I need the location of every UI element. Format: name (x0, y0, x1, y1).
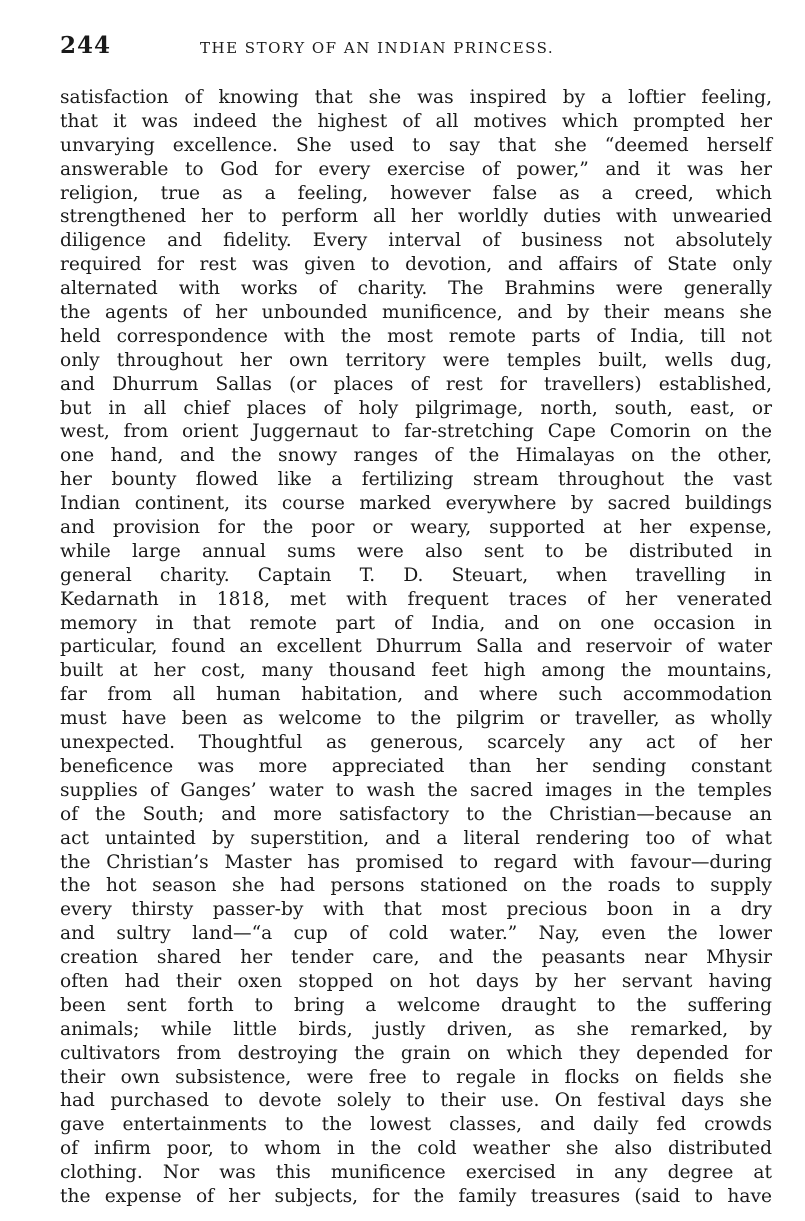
text-line: often had their oxen stopped on hot days by her servant having (60, 970, 772, 992)
body-text (60, 86, 772, 1209)
text-line: built at her cost, many thousand feet high among the mountains, (60, 660, 772, 682)
text-line: the hot season she had persons stationed on the roads to supply (60, 875, 772, 897)
text-line: diligence and fidelity. Every interval of business not absolutely (60, 230, 772, 252)
text-line: been sent forth to bring a welcome draught to the suffering (60, 994, 772, 1016)
text-line: her bounty flowed like a fertilizing stream throughout the vast (60, 469, 772, 491)
text-line: one hand, and the snowy ranges of the Himalayas on the other, (60, 445, 772, 467)
text-line: that it was indeed the highest of all motives which prompted her (60, 110, 772, 132)
text-line: answerable to God for every exercise of power,” and it was her (60, 158, 772, 180)
text-line: the expense of her subjects, for the family treasures (said to have (60, 1185, 772, 1207)
text-line: the Christian’s Master has promised to regard with favour—during (60, 851, 772, 873)
text-line: unvarying excellence. She used to say that she “deemed herself (60, 134, 772, 156)
text-line: supplies of Ganges’ water to wash the sacred images in the temples (60, 779, 772, 801)
text-line: held correspondence with the most remote parts of India, till not (60, 325, 772, 347)
running-title: THE STORY OF AN INDIAN PRINCESS. (200, 39, 555, 57)
text-line: alternated with works of charity. The Brahmins were generally (60, 278, 772, 300)
text-line: religion, true as a feeling, however false as a creed, which (60, 182, 772, 204)
text-line: only throughout her own territory were temples built, wells dug, (60, 349, 772, 371)
text-line: clothing. Nor was this munificence exercised in any degree at (60, 1162, 772, 1184)
page-header (60, 30, 780, 60)
text-line: far from all human habitation, and where such accommodation (60, 684, 772, 706)
text-line: Kedarnath in 1818, met with frequent traces of her venerated (60, 588, 772, 610)
text-line: and sultry land—“a cup of cold water.” Nay, even the lower (60, 923, 772, 945)
text-line: of the South; and more satisfactory to the Christian—because an (60, 803, 772, 825)
text-line: west, from orient Juggernaut to far-stretching Cape Comorin on the (60, 421, 772, 443)
text-line: of infirm poor, to whom in the cold weather she also distributed (60, 1138, 772, 1160)
text-line: and Dhurrum Sallas (or places of rest for travellers) established, (60, 373, 772, 395)
text-line: creation shared her tender care, and the peasants near Mhysir (60, 947, 772, 969)
text-line: beneficence was more appreciated than her sending constant (60, 755, 772, 777)
text-line: memory in that remote part of India, and on one occasion in (60, 612, 772, 634)
text-line: every thirsty passer-by with that most precious boon in a dry (60, 899, 772, 921)
text-line: particular, found an excellent Dhurrum Salla and reservoir of water (60, 636, 772, 658)
text-line: the agents of her unbounded munificence, and by their means she (60, 302, 772, 324)
text-line: Indian continent, its course marked everywhere by sacred buildings (60, 493, 772, 515)
page-number: 244 (60, 32, 112, 59)
text-line: gave entertainments to the lowest classes, and daily fed crowds (60, 1114, 772, 1136)
text-line: had purchased to devote solely to their use. On festival days she (60, 1090, 772, 1112)
text-line: cultivators from destroying the grain on which they depended for (60, 1042, 772, 1064)
text-line: but in all chief places of holy pilgrimage, north, south, east, or (60, 397, 772, 419)
text-line: required for rest was given to devotion, and affairs of State only (60, 254, 772, 276)
text-line: satisfaction of knowing that she was inspired by a loftier feeling, (60, 87, 772, 108)
text-line: animals; while little birds, justly driven, as she remarked, by (60, 1018, 772, 1040)
text-line: strengthened her to perform all her worldly duties with unwearied (60, 206, 772, 228)
text-line: their own subsistence, were free to regale in flocks on fields she (60, 1066, 772, 1088)
text-line: and provision for the poor or weary, supported at her expense, (60, 517, 772, 539)
text-line: act untainted by superstition, and a literal rendering too of what (60, 827, 772, 849)
text-line: must have been as welcome to the pilgrim or traveller, as wholly (60, 708, 772, 730)
text-line: general charity. Captain T. D. Steuart, when travelling in (60, 564, 772, 586)
text-line: while large annual sums were also sent to be distributed in (60, 540, 772, 562)
text-line: unexpected. Thoughtful as generous, scarcely any act of her (60, 732, 772, 754)
